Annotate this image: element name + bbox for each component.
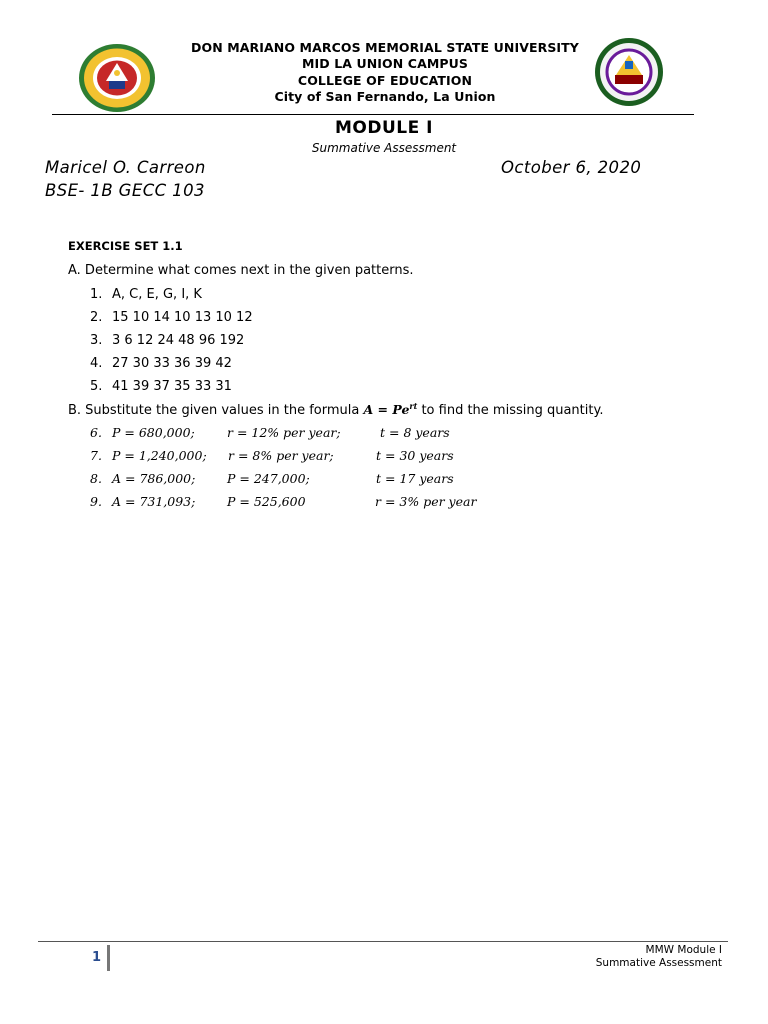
university-name: DON MARIANO MARCOS MEMORIAL STATE UNIVERSITY [191,40,579,55]
university-seal-logo [78,43,156,113]
submission-date: October 6, 2020 [501,158,642,177]
list-item: 4. 27 30 33 36 39 42 [90,356,232,371]
list-item: 2. 15 10 14 10 13 10 12 [90,310,253,325]
footer-module: MMW Module I [645,944,722,956]
list-item: 3. 3 6 12 24 48 96 192 [90,333,245,348]
city-name: City of San Fernando, La Union [274,89,496,104]
formula: $A = Pe^{rt}$ [363,401,418,418]
college-name: COLLEGE OF EDUCATION [297,73,473,88]
module-title: MODULE I [335,118,433,138]
module-subtitle: Summative Assessment [311,141,457,155]
list-item: 5. 41 39 37 35 33 31 [90,379,232,394]
footer-divider [38,941,728,942]
campus-name: MID LA UNION CAMPUS [301,56,468,71]
part-b-instruction: B. Substitute the given values in the formula $A = Pe^{rt}$ to find the missing quantity. [68,401,604,419]
part-a-instruction: A. Determine what comes next in the given patterns. [68,263,414,278]
page-number: 1 [92,950,102,965]
list-item: 1. A, C, E, G, I, K [90,287,202,302]
student-course: BSE- 1B GECC 103 [45,181,205,200]
footer-subtitle: Summative Assessment [595,957,722,969]
student-name: Maricel O. Carreon [45,158,206,177]
exercise-heading: EXERCISE SET 1.1 [68,239,183,253]
header-divider [52,114,694,115]
page-number-bar [107,945,110,971]
